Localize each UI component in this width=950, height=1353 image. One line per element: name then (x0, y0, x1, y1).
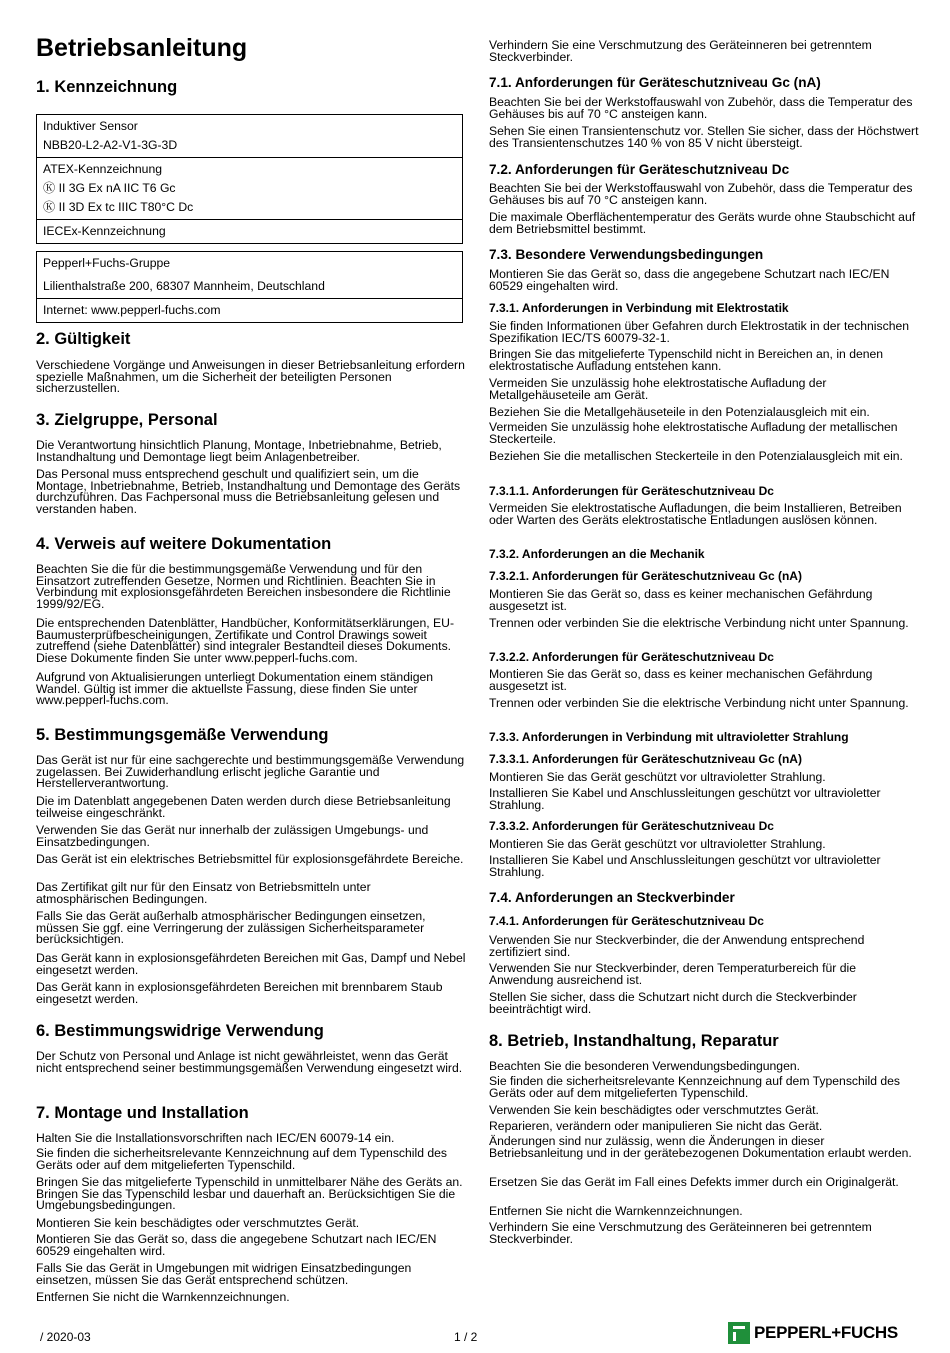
section-5-heading: 5. Bestimmungsgemäße Verwendung (36, 726, 329, 744)
paragraph: Das Personal muss entsprechend geschult und qualifiziert sein, um die Montage, Inbetriebnahme, Betrieb, Instandhaltung und Demontage des Geräts durchzuführen. Das Fachpersonal muss die Betriebsanleitung gelesen und verstanden haben. (36, 467, 461, 516)
brand-name: PEPPERL+FUCHS (754, 1323, 898, 1342)
section-7-3-2-1-heading: 7.3.2.1. Anforderungen für Geräteschutzniveau Gc (nA) (489, 569, 802, 583)
section-6-heading: 6. Bestimmungswidrige Verwendung (36, 1022, 324, 1040)
paragraph: Sie finden Informationen über Gefahren durch Elektrostatik in der technischen Spezifikation IEC/TS 60079-32-1. (489, 319, 910, 345)
section-7-3-2-2-heading: 7.3.2.2. Anforderungen für Geräteschutzniveau Dc (489, 650, 774, 664)
paragraph: Beachten Sie bei der Werkstoffauswahl von Zubehör, dass die Temperatur des Gehäuses bis auf 70 °C ansteigen kann. (489, 95, 913, 121)
manufacturer-cell: Pepperl+Fuchs-Gruppe (43, 256, 171, 270)
paragraph: Installieren Sie Kabel und Anschlussleitungen geschützt vor ultravioletter Strahlung. (489, 786, 881, 812)
section-8-heading: 8. Betrieb, Instandhaltung, Reparatur (489, 1032, 779, 1050)
section-1-heading: 1. Kennzeichnung (36, 78, 178, 96)
marking-cell: ATEX-Kennzeichnung (43, 162, 163, 176)
paragraph: Bringen Sie das mitgelieferte Typenschild in unmittelbarer Nähe des Geräts an. Bringen Sie das Typenschild lesbar und dauerhaft an. Berücksichtigen Sie die Umgebungsbedingungen. (36, 1175, 463, 1213)
paragraph: Montieren Sie das Gerät so, dass die angegebene Schutzart nach IEC/EN 60529 eingehalten wird. (36, 1232, 437, 1258)
paragraph: Das Gerät kann in explosionsgefährdeten Bereichen mit brennbarem Staub eingesetzt werden. (36, 980, 443, 1006)
paragraph: Vermeiden Sie elektrostatische Aufladungen, die beim Installieren, Betreiben oder Warten des Geräts elektrostatische Entladungen auslösen können. (489, 501, 902, 527)
paragraph: Verhindern Sie eine Verschmutzung des Geräteinneren bei getrenntem Steckverbinder. (489, 38, 872, 64)
pf-logo-icon (728, 1322, 750, 1344)
paragraph: Ersetzen Sie das Gerät im Fall eines Defekts immer durch ein Originalgerät. (489, 1175, 899, 1189)
paragraph: Vermeiden Sie unzulässig hohe elektrostatische Aufladung der Metallgehäuseteile am Gerät. (489, 376, 827, 402)
paragraph: Aufgrund von Aktualisierungen unterliegt Dokumentation einem ständigen Wandel. Gültig ist immer die aktuellste Fassung, diese finden Sie unter www.pepperl-fuchs.com. (36, 670, 434, 708)
paragraph: Die maximale Oberflächentemperatur des Geräts wurde ohne Staubschicht auf dem Betriebsmittel bestimmt. (489, 210, 916, 236)
marking-cell: NBB20-L2-A2-V1-3G-3D (43, 138, 178, 152)
paragraph: Verwenden Sie kein beschädigtes oder verschmutztes Gerät. (489, 1103, 819, 1117)
paragraph: Beziehen Sie die metallischen Steckerteile in den Potenzialausgleich mit ein. (489, 449, 903, 463)
marking-cell: IECEx-Kennzeichnung (43, 224, 166, 238)
paragraph: Verschiedene Vorgänge und Anweisungen in dieser Betriebsanleitung erfordern spezielle Maßnahmen, um die Sicherheit der beteiligten Personen sicherzustellen. (36, 358, 465, 396)
marking-table (36, 114, 463, 244)
paragraph: Montieren Sie das Gerät geschützt vor ultravioletter Strahlung. (489, 837, 826, 851)
paragraph: Trennen oder verbinden Sie die elektrische Verbindung nicht unter Spannung. (489, 616, 909, 630)
paragraph: Sehen Sie einen Transientenschutz vor. Stellen Sie sicher, dass der Höchstwert des Transientenschutzes 140 % von 85 V nicht übersteigt. (489, 124, 919, 150)
paragraph: Montieren Sie das Gerät geschützt vor ultravioletter Strahlung. (489, 770, 826, 784)
manufacturer-table (36, 251, 463, 323)
paragraph: Montieren Sie das Gerät so, dass die angegebene Schutzart nach IEC/EN 60529 eingehalten wird. (489, 267, 890, 293)
paragraph: Der Schutz von Personal und Anlage ist nicht gewährleistet, wenn das Gerät nicht entsprechend seiner bestimmungsgemäßen Verwendung eingesetzt wird. (36, 1049, 463, 1075)
paragraph: Halten Sie die Installationsvorschriften nach IEC/EN 60079-14 ein. (36, 1131, 395, 1145)
paragraph: Beachten Sie die für die bestimmungsgemäße Verwendung und für den Einsatzort zutreffenden Gesetze, Normen und Richtlinien. Beachten Sie in Verbindung mit explosionsgefährdeten Bereichen insbesondere die Richtlinie 1999/92/EG. (36, 562, 451, 611)
paragraph: Die Verantwortung hinsichtlich Planung, Montage, Inbetriebnahme, Betrieb, Instandhaltung und Demontage liegt beim Anlagenbetreiber. (36, 438, 442, 464)
section-7-2-heading: 7.2. Anforderungen für Geräteschutzniveau Dc (489, 162, 790, 177)
marking-cell: Ⓚ II 3D Ex tc IIIC T80°C Dc (43, 200, 194, 214)
section-7-3-3-2-heading: 7.3.3.2. Anforderungen für Geräteschutzniveau Dc (489, 819, 774, 833)
paragraph: Trennen oder verbinden Sie die elektrische Verbindung nicht unter Spannung. (489, 696, 909, 710)
paragraph: Verwenden Sie nur Steckverbinder, die der Anwendung entsprechend zertifiziert sind. (489, 933, 865, 959)
paragraph: Stellen Sie sicher, dass die Schutzart nicht durch die Steckverbinder beeinträchtigt wird. (489, 990, 857, 1016)
paragraph: Sie finden die sicherheitsrelevante Kennzeichnung auf dem Typenschild des Geräts oder auf dem mitgelieferten Typenschild. (36, 1146, 448, 1172)
paragraph: Das Gerät kann in explosionsgefährdeten Bereichen mit Gas, Dampf und Nebel eingesetzt werden. (36, 951, 466, 977)
paragraph: Das Zertifikat gilt nur für den Einsatz von Betriebsmitteln unter atmosphärischen Bedingungen. (36, 880, 371, 906)
paragraph: Die im Datenblatt angegebenen Daten werden durch diese Betriebsanleitung teilweise eingeschränkt. (36, 794, 451, 820)
section-7-3-1-heading: 7.3.1. Anforderungen in Verbindung mit Elektrostatik (489, 301, 789, 315)
section-7-3-2-heading: 7.3.2. Anforderungen an die Mechanik (489, 547, 705, 561)
paragraph: Vermeiden Sie unzulässig hohe elektrostatische Aufladung der metallischen Steckerteile. (489, 420, 898, 446)
paragraph: Montieren Sie das Gerät so, dass es keiner mechanischen Gefährdung ausgesetzt ist. (489, 587, 873, 613)
paragraph: Verwenden Sie nur Steckverbinder, deren Temperaturbereich für die Anwendung ausreichend ist. (489, 961, 856, 987)
section-2-heading: 2. Gültigkeit (36, 330, 131, 348)
paragraph: Reparieren, verändern oder manipulieren Sie nicht das Gerät. (489, 1119, 823, 1133)
marking-cell: Ⓚ II 3G Ex nA IIC T6 Gc (43, 181, 176, 195)
section-7-3-1-1-heading: 7.3.1.1. Anforderungen für Geräteschutzniveau Dc (489, 484, 774, 498)
paragraph: Montieren Sie kein beschädigtes oder verschmutztes Gerät. (36, 1216, 360, 1230)
page-title: Betriebsanleitung (36, 34, 248, 62)
paragraph: Entfernen Sie nicht die Warnkennzeichnungen. (36, 1290, 290, 1304)
section-4-heading: 4. Verweis auf weitere Dokumentation (36, 535, 332, 553)
paragraph: Falls Sie das Gerät außerhalb atmosphärischer Bedingungen einsetzen, müssen Sie ggf. eine Verringerung der zulässigen Sicherheitsparameter berücksichtigen. (36, 909, 426, 947)
paragraph: Beachten Sie die besonderen Verwendungsbedingungen. (489, 1059, 801, 1073)
section-7-3-heading: 7.3. Besondere Verwendungsbedingungen (489, 247, 764, 262)
paragraph: Montieren Sie das Gerät so, dass es keiner mechanischen Gefährdung ausgesetzt ist. (489, 667, 873, 693)
manufacturer-cell: Internet: www.pepperl-fuchs.com (43, 303, 221, 317)
section-7-4-1-heading: 7.4.1. Anforderungen für Geräteschutzniveau Dc (489, 914, 764, 928)
section-7-3-3-1-heading: 7.3.3.1. Anforderungen für Geräteschutzniveau Gc (nA) (489, 752, 802, 766)
paragraph: Verwenden Sie das Gerät nur innerhalb der zulässigen Umgebungs- und Einsatzbedingungen. (36, 823, 429, 849)
paragraph: Sie finden die sicherheitsrelevante Kennzeichnung auf dem Typenschild des Geräts oder auf dem mitgelieferten Typenschild. (489, 1074, 901, 1100)
paragraph: Beachten Sie bei der Werkstoffauswahl von Zubehör, dass die Temperatur des Gehäuses bis auf 70 °C ansteigen kann. (489, 181, 913, 207)
paragraph: Änderungen sind nur zulässig, wenn die Änderungen in dieser Betriebsanleitung und in der gerätebezogenen Dokumentation erlaubt werden. (489, 1134, 912, 1160)
paragraph: Entfernen Sie nicht die Warnkennzeichnungen. (489, 1204, 743, 1218)
paragraph: Verhindern Sie eine Verschmutzung des Geräteinneren bei getrenntem Steckverbinder. (489, 1220, 872, 1246)
paragraph: Beziehen Sie die Metallgehäuseteile in den Potenzialausgleich mit ein. (489, 405, 870, 419)
page-number: 1 / 2 (454, 1330, 478, 1344)
section-7-1-heading: 7.1. Anforderungen für Geräteschutzniveau Gc (nA) (489, 75, 821, 90)
footer-date: / 2020-03 (40, 1330, 91, 1344)
paragraph: Bringen Sie das mitgelieferte Typenschild nicht in Bereichen an, in denen elektrostatische Aufladung entstehen kann. (489, 347, 884, 373)
manufacturer-cell: Lilienthalstraße 200, 68307 Mannheim, Deutschland (43, 279, 325, 293)
paragraph: Falls Sie das Gerät in Umgebungen mit widrigen Einsatzbedingungen einsetzen, müssen Sie das Gerät entsprechend schützen. (36, 1261, 412, 1287)
paragraph: Installieren Sie Kabel und Anschlussleitungen geschützt vor ultravioletter Strahlung. (489, 853, 881, 879)
paragraph: Das Gerät ist ein elektrisches Betriebsmittel für explosionsgefährdete Bereiche. (36, 852, 464, 866)
section-3-heading: 3. Zielgruppe, Personal (36, 411, 218, 429)
section-7-4-heading: 7.4. Anforderungen an Steckverbinder (489, 890, 735, 905)
paragraph: Das Gerät ist nur für eine sachgerechte und bestimmungsgemäße Verwendung zugelassen. Bei Zuwiderhandlung erlischt jegliche Garantie und Herstellerverantwortung. (36, 753, 465, 791)
brand-logo (728, 1322, 898, 1344)
marking-cell: Induktiver Sensor (43, 119, 138, 133)
paragraph: Die entsprechenden Datenblätter, Handbücher, Konformitätserklärungen, EU-Baumusterprüfbescheinigungen, Zertifikate und Control Drawings soweit zutreffend (siehe Datenblätter) sind integraler Bestandteil dieses Dokuments. Diese Dokumente finden Sie unter www.pepperl-fuchs.com. (36, 616, 455, 665)
section-7-heading: 7. Montage und Installation (36, 1104, 249, 1122)
section-7-3-3-heading: 7.3.3. Anforderungen in Verbindung mit ultravioletter Strahlung (489, 730, 849, 744)
